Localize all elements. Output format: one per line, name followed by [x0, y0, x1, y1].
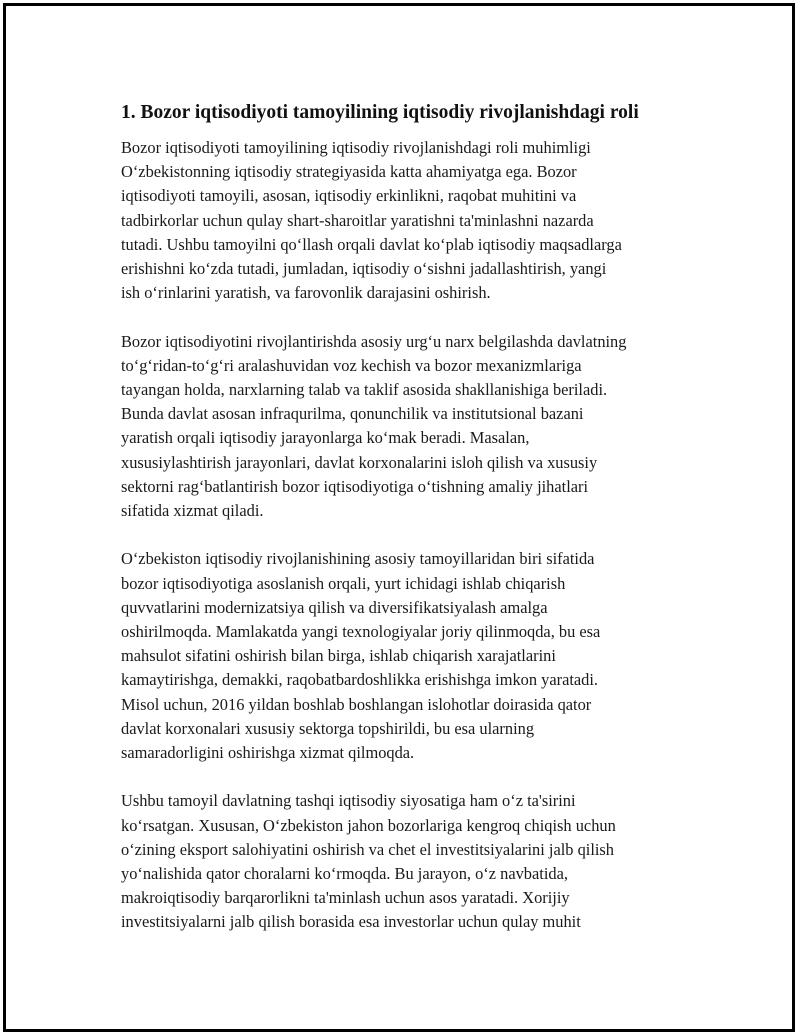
text-line: Bozor iqtisodiyotini rivojlantirishda asosiy urg‘u narx belgilashda davlatning: [121, 331, 627, 351]
text-line: o‘zining eksport salohiyatini oshirish va chet el investitsiyalarini jalb qilish: [121, 839, 614, 859]
text-line: Ushbu tamoyil davlatning tashqi iqtisodiy siyosatiga ham o‘z ta'sirini: [121, 791, 576, 811]
text-line: iqtisodiyoti tamoyili, asosan, iqtisodiy erkinlikni, raqobat muhitini va: [121, 186, 577, 206]
text-line: samaradorligini oshirishga xizmat qilmoqda.: [121, 743, 415, 763]
text-line: makroiqtisodiy barqarorlikni ta'minlash uchun asos yaratadi. Xorijiy: [121, 888, 570, 908]
text-line: sektorni rag‘batlantirish bozor iqtisodiyotiga o‘tishning amaliy jihatlari: [121, 476, 589, 496]
text-line: Bozor iqtisodiyoti tamoyilining iqtisodiy rivojlanishdagi roli muhimligi: [121, 138, 591, 157]
page-frame: [3, 3, 795, 1032]
text-line: Misol uchun, 2016 yildan boshlab boshlangan islohotlar doirasida qator: [121, 694, 592, 714]
text-line: O‘zbekistonning iqtisodiy strategiyasida katta ahamiyatga ega. Bozor: [121, 162, 577, 182]
paragraphs-container: [121, 136, 701, 935]
section-title: 1. Bozor iqtisodiyoti tamoyilining iqtisodiy rivojlanishdagi roli: [121, 102, 639, 123]
text-line: tutadi. Ushbu tamoyilni qo‘llash orqali davlat ko‘plab iqtisodiy maqsadlarga: [121, 234, 622, 254]
text-line: davlat korxonalari xususiy sektorga topshirildi, bu esa ularning: [121, 718, 535, 738]
text-line: O‘zbekiston iqtisodiy rivojlanishining asosiy tamoyillaridan biri sifatida: [121, 549, 595, 569]
paragraph-4: [121, 789, 701, 934]
text-line: ko‘rsatgan. Xususan, O‘zbekiston jahon bozorlariga kengroq chiqish uchun: [121, 815, 616, 835]
text-line: bozor iqtisodiyotiga asoslanish orqali, yurt ichidagi ishlab chiqarish: [121, 573, 566, 593]
text-line: kamaytirishga, demakki, raqobatbardoshlikka erishishga imkon yaratadi.: [121, 670, 599, 690]
text-line: xususiylashtirish jarayonlari, davlat korxonalarini isloh qilish va xususiy: [121, 452, 598, 472]
text-line: tayangan holda, narxlarning talab va taklif asosida shakllanishiga beriladi.: [121, 380, 608, 400]
paragraph-3: [121, 547, 701, 765]
text-line: Bunda davlat asosan infraqurilma, qonunchilik va institutsional bazani: [121, 404, 584, 424]
text-line: erishishni ko‘zda tutadi, jumladan, iqtisodiy o‘sishni jadallashtirish, yangi: [121, 259, 607, 279]
paragraph-2: [121, 330, 701, 524]
text-line: oshirilmoqda. Mamlakatda yangi texnologiyalar joriy qilinmoqda, bu esa: [121, 622, 601, 642]
text-line: yo‘nalishida qator choralarni ko‘rmoqda. Bu jarayon, o‘z navbatida,: [121, 864, 568, 884]
text-line: to‘g‘ridan-to‘g‘ri aralashuvidan voz kechish va bozor mexanizmlariga: [121, 355, 582, 375]
text-line: yaratish orqali iqtisodiy jarayonlarga ko‘mak beradi. Masalan,: [121, 428, 530, 448]
text-line: ish o‘rinlarini yaratish, va farovonlik darajasini oshirish.: [121, 283, 491, 303]
text-line: quvvatlarini modernizatsiya qilish va diversifikatsiyalash amalga: [121, 597, 548, 617]
text-line: mahsulot sifatini oshirish bilan birga, ishlab chiqarish xarajatlarini: [121, 646, 556, 666]
paragraph-1: [121, 136, 701, 305]
text-line: investitsiyalarni jalb qilish borasida esa investorlar uchun qulay muhit: [121, 912, 581, 932]
text-line: sifatida xizmat qiladi.: [121, 501, 264, 521]
document-body: [121, 98, 701, 959]
text-line: tadbirkorlar uchun qulay shart-sharoitlar yaratishni ta'minlashni nazarda: [121, 210, 594, 230]
